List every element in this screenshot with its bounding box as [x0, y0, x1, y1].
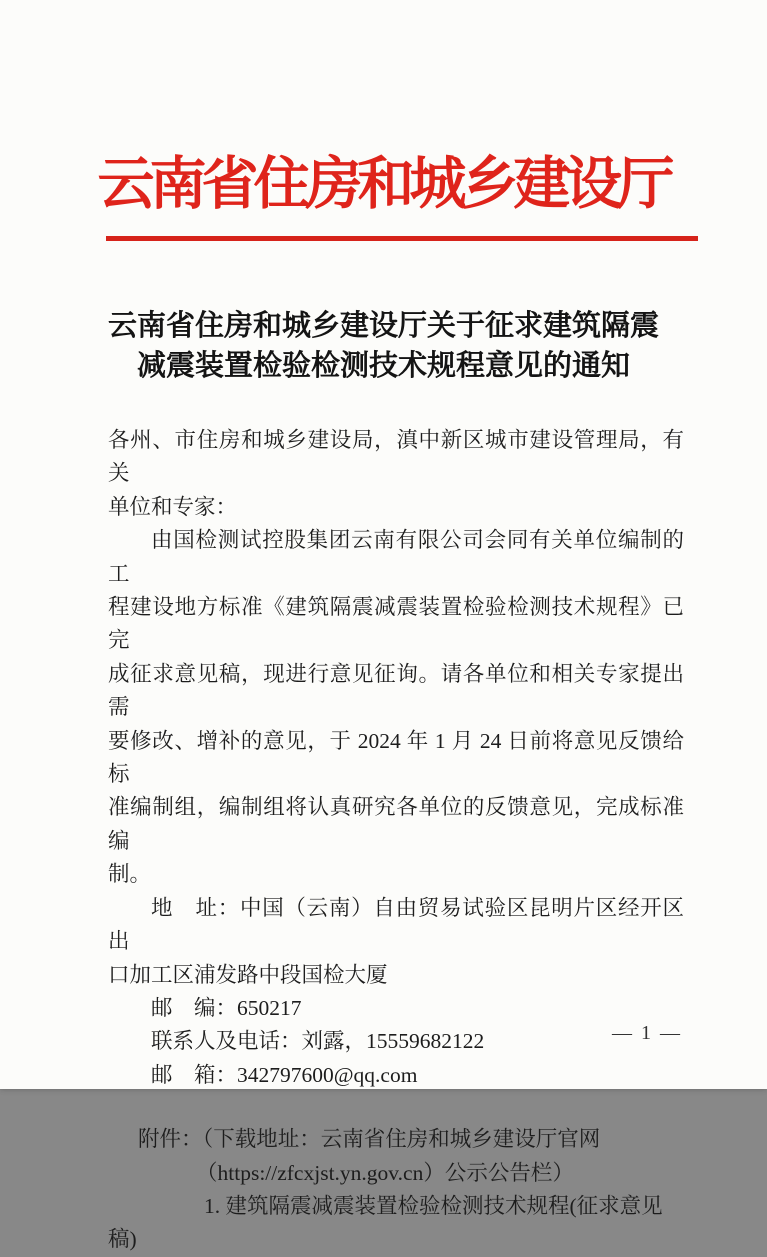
email-line: 邮 箱：342797600@qq.com — [151, 1062, 418, 1087]
letterhead-red-rule — [106, 236, 698, 241]
body-line: 程建设地方标准《建筑隔震减震装置检验检测技术规程》已完 — [108, 595, 684, 653]
body-line: 成征求意见稿，现进行意见征询。请各单位和相关专家提出需 — [108, 661, 684, 720]
body-line: 单位和专家： — [108, 494, 238, 519]
paragraph-spacer — [108, 1092, 684, 1123]
body-line: 要修改、增补的意见，于 2024 年 1 月 24 日前将意见反馈给标 — [108, 728, 684, 787]
attachment-line: 附件：（下载地址：云南省住房和城乡建设厅官网 — [138, 1127, 601, 1152]
body-line: 由国检测试控股集团云南有限公司会同有关单位编制的工 — [108, 528, 684, 586]
letterhead-agency-title: 云南省住房和城乡建设厅 — [97, 153, 670, 216]
body-line: 制。 — [108, 862, 152, 887]
page-number: — 1 — — [612, 1022, 682, 1044]
attachment-url-line: （https://zfcxjst.yn.gov.cn）公示公告栏） — [196, 1160, 574, 1185]
document-title-line-2: 减震装置检验检测技术规程意见的通知 — [136, 350, 630, 382]
document-title — [0, 306, 767, 386]
contact-line: 联系人及电话：刘露，15559682122 — [151, 1029, 485, 1054]
address-line: 口加工区浦发路中段国检大厦 — [108, 962, 388, 987]
postcode-line: 邮 编：650217 — [151, 995, 302, 1020]
document-title-line-1: 云南省住房和城乡建设厅关于征求建筑隔震 — [107, 310, 659, 342]
address-line: 地 址：中国（云南）自由贸易试验区昆明片区经开区出 — [108, 895, 684, 954]
body-line: 准编制组，编制组将认真研究各单位的反馈意见，完成标准编 — [108, 795, 684, 853]
attachment-item-line: 1. 建筑隔震减震装置检验检测技术规程(征求意见稿) — [108, 1193, 663, 1252]
body-line: 各州、市住房和城乡建设局，滇中新区城市建设管理局，有关 — [108, 428, 684, 486]
document-body — [108, 424, 684, 1257]
